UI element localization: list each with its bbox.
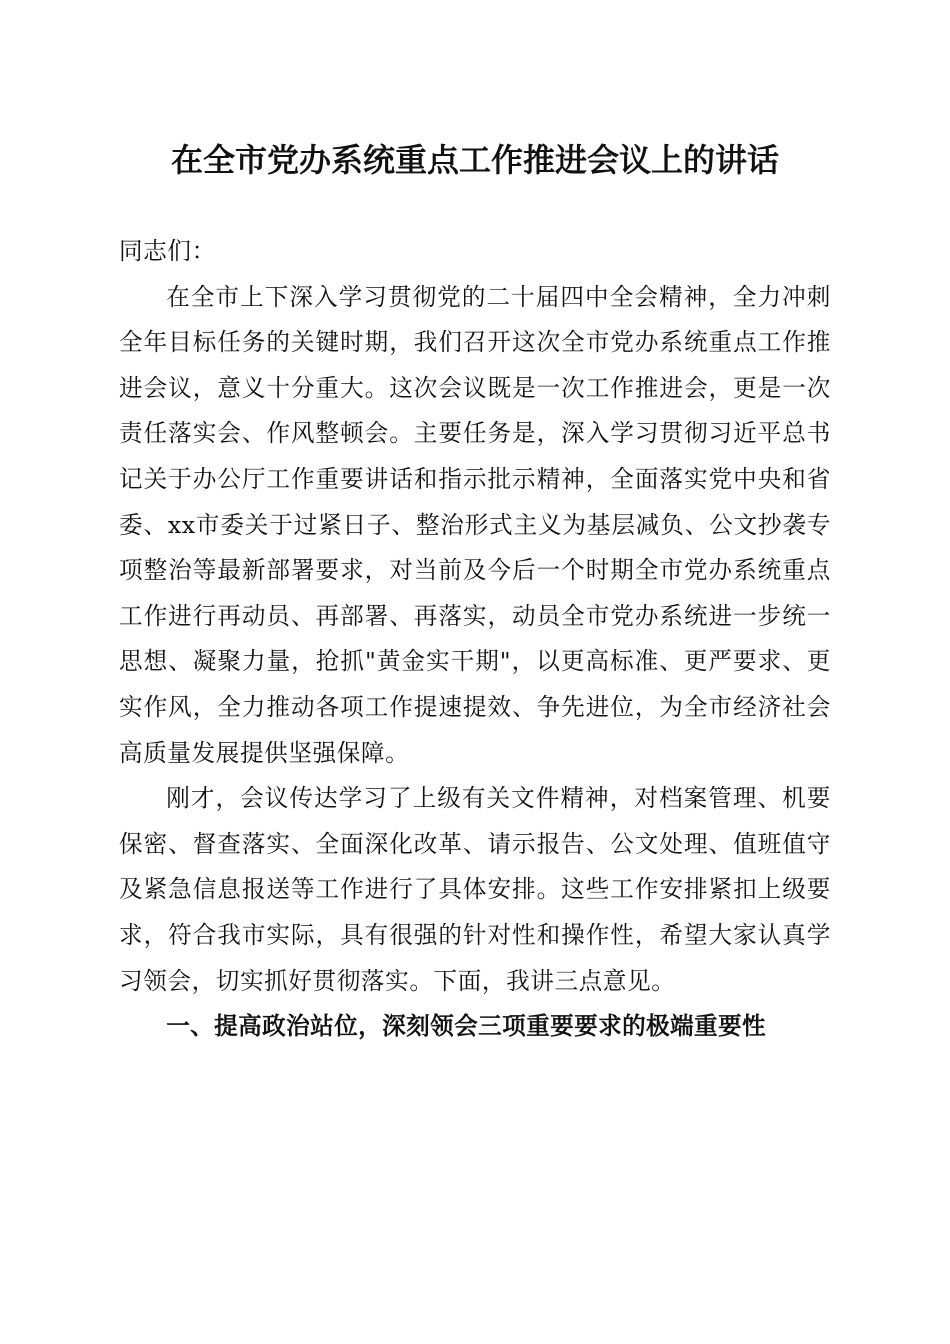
salutation: 同志们： bbox=[119, 237, 216, 265]
document-body bbox=[119, 229, 831, 1050]
document-title: 在全市党办系统重点工作推进会议上的讲话 bbox=[170, 141, 779, 179]
paragraph-intro: 在全市上下深入学习贯彻党的二十届四中全会精神，全力冲刺全年目标任务的关键时期，我们召开这次全市党办系统重点工作推进会议，意义十分重大。这次会议既是一次工作推进会，更是一次责任落实会、作风整顿会。主要任务是，深入学习贯彻习近平总书记关于办公厅工作重要讲话和指示批示精神，全面落实党中央和省委、xx市委关于过紧日子、整治形式主义为基层减负、公文抄袭专项整治等最新部署要求，对当前及今后一个时期全市党办系统重点工作进行再动员、再部署、再落实，动员全市党办系统进一步统一思想、凝聚力量，抢抓"黄金实干期"，以更高标准、更严要求、更实作风，全力推动各项工作提速提效、争先进位，为全市经济社会高质量发展提供坚强保障。 bbox=[119, 282, 831, 767]
section-heading-1: 一、提高政治站位，深刻领会三项重要要求的极端重要性 bbox=[166, 1012, 767, 1041]
paragraph-arrangements: 刚才，会议传达学习了上级有关文件精神，对档案管理、机要保密、督查落实、全面深化改革、请示报告、公文处理、值班值守及紧急信息报送等工作进行了具体安排。这些工作安排紧扣上级要求，符合我市实际，具有很强的针对性和操作性，希望大家认真学习领会，切实抓好贯彻落实。下面，我讲三点意见。 bbox=[119, 784, 831, 995]
